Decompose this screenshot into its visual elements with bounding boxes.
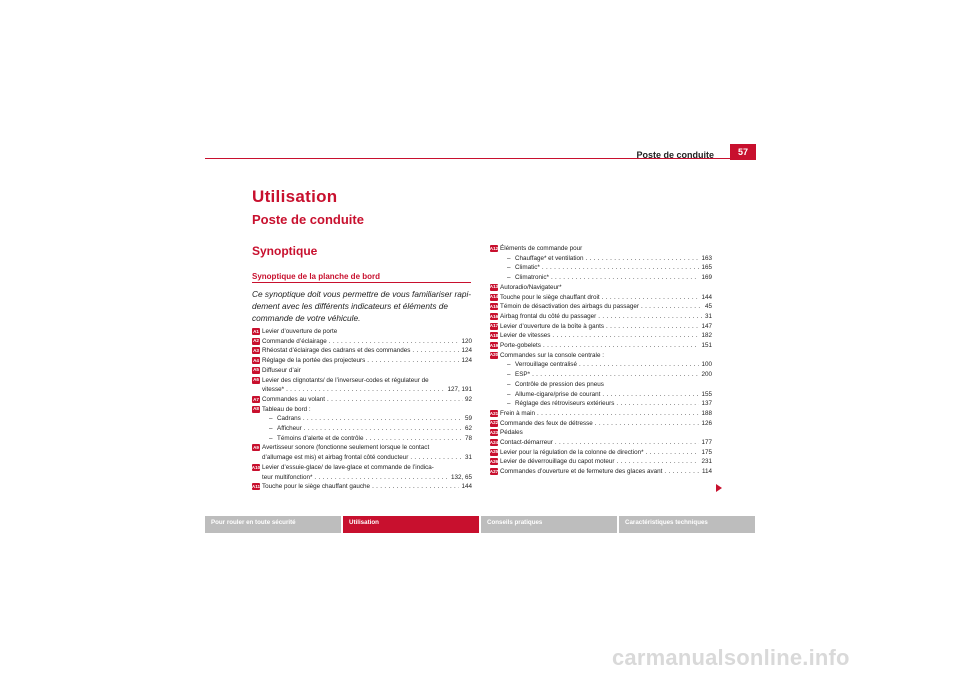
page-reference[interactable]: 137 (701, 400, 712, 408)
legend-item (252, 346, 472, 356)
page-reference[interactable]: 231 (701, 458, 712, 466)
legend-item (490, 409, 712, 419)
legend-item (490, 467, 712, 477)
legend-line (262, 376, 472, 386)
page-reference[interactable]: 124 (461, 357, 472, 365)
legend-item (490, 312, 712, 322)
legend-column-left (252, 327, 472, 492)
legend-line (262, 443, 472, 453)
legend-subitem (500, 380, 712, 390)
legend-item (252, 443, 472, 462)
legend-item (252, 366, 472, 376)
legend-item (490, 419, 712, 429)
legend-line (262, 366, 472, 376)
legend-item (252, 376, 472, 395)
item-number-badge: A6 (253, 377, 259, 383)
item-number-badge: A16 (489, 313, 499, 319)
leader-dots (314, 473, 449, 483)
legend-line (262, 356, 472, 366)
legend-text: Levier d’ouverture de porte (262, 328, 338, 335)
legend-item (252, 356, 472, 366)
dash-mark: – (507, 274, 511, 282)
page-reference[interactable]: 114 (701, 468, 712, 476)
legend-line (262, 346, 472, 356)
page-reference[interactable]: 59 (464, 415, 472, 423)
page-reference[interactable]: 132, 65 (450, 473, 472, 481)
legend-line (500, 322, 712, 332)
legend-text: Airbag frontal du côté du passager (500, 312, 597, 320)
legend-line (500, 438, 712, 448)
legend-subitem (500, 370, 712, 380)
dash-mark: – (507, 390, 511, 398)
legend-subitem (262, 414, 472, 424)
legend-text: Levier de vitesses (500, 332, 551, 340)
page-reference[interactable]: 163 (701, 254, 712, 262)
intro-paragraph: Ce synoptique doit vous permettre de vous familiariser rapi-dement avec les différents indicateurs et éléments de commande de votre véhicule. (252, 289, 472, 323)
legend-subitem (500, 399, 712, 409)
legend-text: Levier pour la régulation de la colonne de direction* (500, 448, 644, 456)
legend-text: Avertisseur sonore (fonctionne seulement lorsque le contact (262, 444, 430, 452)
legend-text: Touche pour le siège chauffant droit (500, 293, 600, 301)
dash-mark: – (269, 425, 273, 433)
leader-dots (646, 448, 700, 458)
legend-text: ESP* (515, 371, 531, 379)
legend-line (262, 337, 472, 347)
watermark: carmanualsonline.info (612, 645, 850, 670)
topic-rule (252, 282, 471, 283)
page-reference[interactable]: 155 (701, 390, 712, 398)
item-number-badge: A2 (253, 338, 259, 344)
legend-subitem (500, 263, 712, 273)
item-number-badge: A4 (253, 357, 259, 363)
legend-text: Commandes d’ouverture et de fermeture des glaces avant (500, 468, 663, 476)
legend-item (490, 351, 712, 409)
chapter-tabs (205, 516, 755, 533)
legend-text: Pédales (500, 429, 523, 437)
legend-text: Verrouillage centralisé (515, 361, 577, 369)
legend-text: Commandes sur la console centrale : (500, 351, 604, 359)
page-reference[interactable]: 175 (701, 448, 712, 456)
legend-item (252, 463, 472, 482)
item-number-badge: A8 (253, 406, 259, 412)
legend-item (490, 331, 712, 341)
item-number-badge: A5 (253, 367, 259, 373)
legend-line (500, 467, 712, 477)
legend-line (500, 448, 712, 458)
leader-dots (664, 467, 700, 477)
page-number: 57 (730, 144, 756, 160)
page-reference[interactable]: 45 (704, 303, 712, 311)
legend-subitem (500, 273, 712, 283)
chapter-title: Utilisation (252, 187, 338, 206)
page-reference[interactable]: 144 (461, 483, 472, 491)
legend-subitem (262, 434, 472, 444)
legend-item (490, 302, 712, 312)
page-reference[interactable]: 147 (701, 322, 712, 330)
item-number-badge: A26 (489, 459, 499, 465)
legend-line (500, 409, 712, 419)
page-reference[interactable]: 169 (701, 274, 712, 282)
legend-text: teur multifonction* (262, 473, 313, 481)
legend-text: Afficheur (277, 425, 302, 433)
dash-mark: – (507, 380, 511, 388)
legend-item (252, 327, 472, 337)
page-reference[interactable]: 92 (464, 395, 472, 403)
leader-dots (602, 390, 699, 400)
legend-line (262, 395, 472, 405)
legend-line (500, 244, 712, 254)
page-reference[interactable]: 127, 191 (447, 386, 472, 394)
dash-mark: – (507, 254, 511, 262)
leader-dots (606, 322, 700, 332)
leader-dots (365, 434, 463, 444)
page-reference[interactable]: 165 (701, 264, 712, 272)
tab-conseils-pratiques[interactable]: Conseils pratiques (481, 516, 617, 533)
legend-item (490, 341, 712, 351)
legend-item (490, 438, 712, 448)
dash-mark: – (507, 361, 511, 369)
leader-dots (367, 356, 459, 366)
legend-text: vitesse* (262, 386, 285, 394)
legend-line (500, 428, 712, 438)
legend-text: Levier de déverrouillage du capot moteur (500, 458, 615, 466)
page-reference[interactable]: 120 (461, 337, 472, 345)
tab-pour-rouler-en-toute-s-curit-[interactable]: Pour rouler en toute sécurité (205, 516, 341, 533)
legend-text: Contact-démarreur (500, 439, 553, 447)
legend-line (500, 341, 712, 351)
legend-text: Touche pour le siège chauffant gauche (262, 483, 371, 491)
legend-line (500, 331, 712, 341)
leader-dots (595, 419, 700, 429)
item-number-badge: A17 (489, 323, 499, 329)
legend-text: Levier d’ouverture de la boîte à gants (500, 322, 604, 330)
dash-mark: – (507, 400, 511, 408)
leader-dots (372, 482, 459, 492)
legend-item (252, 337, 472, 347)
item-number-badge: A22 (489, 420, 499, 426)
item-number-badge: A19 (489, 342, 499, 348)
legend-text: Chauffage* et ventilation (515, 254, 584, 262)
tab-caract-ristiques-techniques[interactable]: Caractéristiques techniques (619, 516, 755, 533)
leader-dots (304, 424, 463, 434)
item-number-badge: A11 (251, 483, 261, 489)
item-number-badge: A23 (489, 430, 499, 436)
legend-item (490, 448, 712, 458)
item-number-badge: A9 (253, 445, 259, 451)
subsection-title: Synoptique (252, 244, 318, 258)
leader-dots (616, 399, 699, 409)
page-reference[interactable]: 188 (701, 409, 712, 417)
legend-line (262, 482, 472, 492)
item-number-badge: A25 (489, 449, 499, 455)
page-reference[interactable]: 31 (704, 312, 712, 320)
legend-text: Rhéostat d’éclairage des cadrans et des commandes (262, 347, 411, 355)
legend-subitem (262, 424, 472, 434)
page-reference[interactable]: 100 (701, 361, 712, 369)
legend-item (252, 405, 472, 444)
legend-text: Commande des feux de détresse (500, 419, 593, 427)
legend-text: Diffuseur d’air (262, 366, 301, 374)
page-reference[interactable]: 78 (464, 434, 472, 442)
legend-item (490, 428, 712, 438)
leader-dots (542, 263, 700, 273)
topic-title: Synoptique de la planche de bord (252, 272, 381, 281)
legend-line (262, 473, 472, 483)
legend-item (490, 244, 712, 283)
legend-text: Porte-gobelets (500, 342, 541, 350)
legend-line (500, 293, 712, 303)
legend-text: Tableau de bord : (262, 405, 311, 413)
leader-dots (616, 457, 699, 467)
legend-text: Cadrans (277, 415, 301, 423)
legend-line (500, 457, 712, 467)
legend-subitem (500, 390, 712, 400)
page-reference[interactable]: 144 (701, 293, 712, 301)
leader-dots (543, 341, 700, 351)
leader-dots (537, 409, 699, 419)
legend-item (252, 395, 472, 405)
leader-dots (303, 414, 463, 424)
leader-dots (579, 360, 700, 370)
legend-text: Contrôle de pression des pneus (515, 380, 604, 388)
legend-text: d’allumage est mis) et airbag frontal côté conducteur (262, 454, 409, 462)
dash-mark: – (269, 415, 273, 423)
legend-item (490, 457, 712, 467)
item-number-badge: A7 (253, 396, 259, 402)
leader-dots (412, 346, 459, 356)
legend-text: Témoins d’alerte et de contrôle (277, 434, 364, 442)
leader-dots (641, 302, 703, 312)
leader-dots (329, 337, 460, 347)
legend-text: Autoradio/Navigateur* (500, 283, 562, 291)
leader-dots (598, 312, 703, 322)
legend-item (252, 482, 472, 492)
item-number-badge: A1 (253, 328, 259, 334)
legend-text: Réglage des rétroviseurs extérieurs (515, 400, 615, 408)
legend-text: Frein à main (500, 409, 535, 417)
page-reference[interactable]: 31 (464, 454, 472, 462)
item-number-badge: A15 (489, 303, 499, 309)
legend-line (262, 463, 472, 473)
section-title: Poste de conduite (252, 212, 364, 227)
legend-line (500, 312, 712, 322)
leader-dots (286, 385, 445, 395)
leader-dots (327, 395, 463, 405)
page-reference[interactable]: 200 (701, 371, 712, 379)
item-number-badge: A20 (489, 352, 499, 358)
legend-line (500, 283, 712, 293)
legend-text: Levier d’essuie-glace/ de lave-glace et commande de l’indica- (262, 463, 434, 471)
legend-item (490, 283, 712, 293)
legend-item (490, 293, 712, 303)
legend-text: Commande d’éclairage (262, 337, 327, 345)
legend-line (262, 405, 472, 415)
legend-line (262, 327, 472, 337)
page-reference[interactable]: 62 (464, 425, 472, 433)
leader-dots (602, 293, 700, 303)
page-reference[interactable]: 182 (701, 332, 712, 340)
leader-dots (586, 254, 700, 264)
item-number-badge: A14 (489, 294, 499, 300)
legend-column-right (490, 244, 712, 477)
legend-text: Climatic* (515, 264, 540, 272)
legend-text: Levier des clignotants/ de l’inverseur-codes et régulateur de (262, 376, 429, 384)
item-number-badge: A3 (253, 348, 259, 354)
legend-text: Climatronic* (515, 274, 549, 282)
item-number-badge: A24 (489, 439, 499, 445)
item-number-badge: A18 (489, 332, 499, 338)
dash-mark: – (269, 434, 273, 442)
leader-dots (410, 453, 463, 463)
legend-text: Allume-cigare/prise de courant (515, 390, 601, 398)
next-page-arrow-icon[interactable] (716, 484, 722, 492)
legend-subitem (500, 360, 712, 370)
leader-dots (552, 331, 699, 341)
item-number-badge: A10 (251, 464, 261, 470)
tab-utilisation[interactable]: Utilisation (343, 516, 479, 533)
page-reference[interactable]: 124 (461, 347, 472, 355)
item-number-badge: A12 (489, 245, 499, 251)
item-number-badge: A21 (489, 410, 499, 416)
legend-line (262, 453, 472, 463)
legend-line (500, 351, 712, 361)
leader-dots (551, 273, 700, 283)
running-header: Poste de conduite (636, 150, 714, 160)
legend-line (262, 385, 472, 395)
legend-text: Éléments de commande pour (500, 245, 583, 252)
legend-line (500, 419, 712, 429)
dash-mark: – (507, 264, 511, 272)
legend-text: Témoin de désactivation des airbags du passager (500, 303, 639, 311)
page-reference[interactable]: 177 (701, 439, 712, 447)
leader-dots (555, 438, 700, 448)
item-number-badge: A27 (489, 468, 499, 474)
page-reference[interactable]: 151 (701, 342, 712, 350)
legend-text: Commandes au volant (262, 395, 326, 403)
page-reference[interactable]: 126 (701, 419, 712, 427)
dash-mark: – (507, 371, 511, 379)
legend-item (490, 322, 712, 332)
legend-subitem (500, 254, 712, 264)
legend-line (500, 302, 712, 312)
leader-dots (532, 370, 699, 380)
legend-text: Réglage de la portée des projecteurs (262, 357, 366, 365)
item-number-badge: A13 (489, 284, 499, 290)
